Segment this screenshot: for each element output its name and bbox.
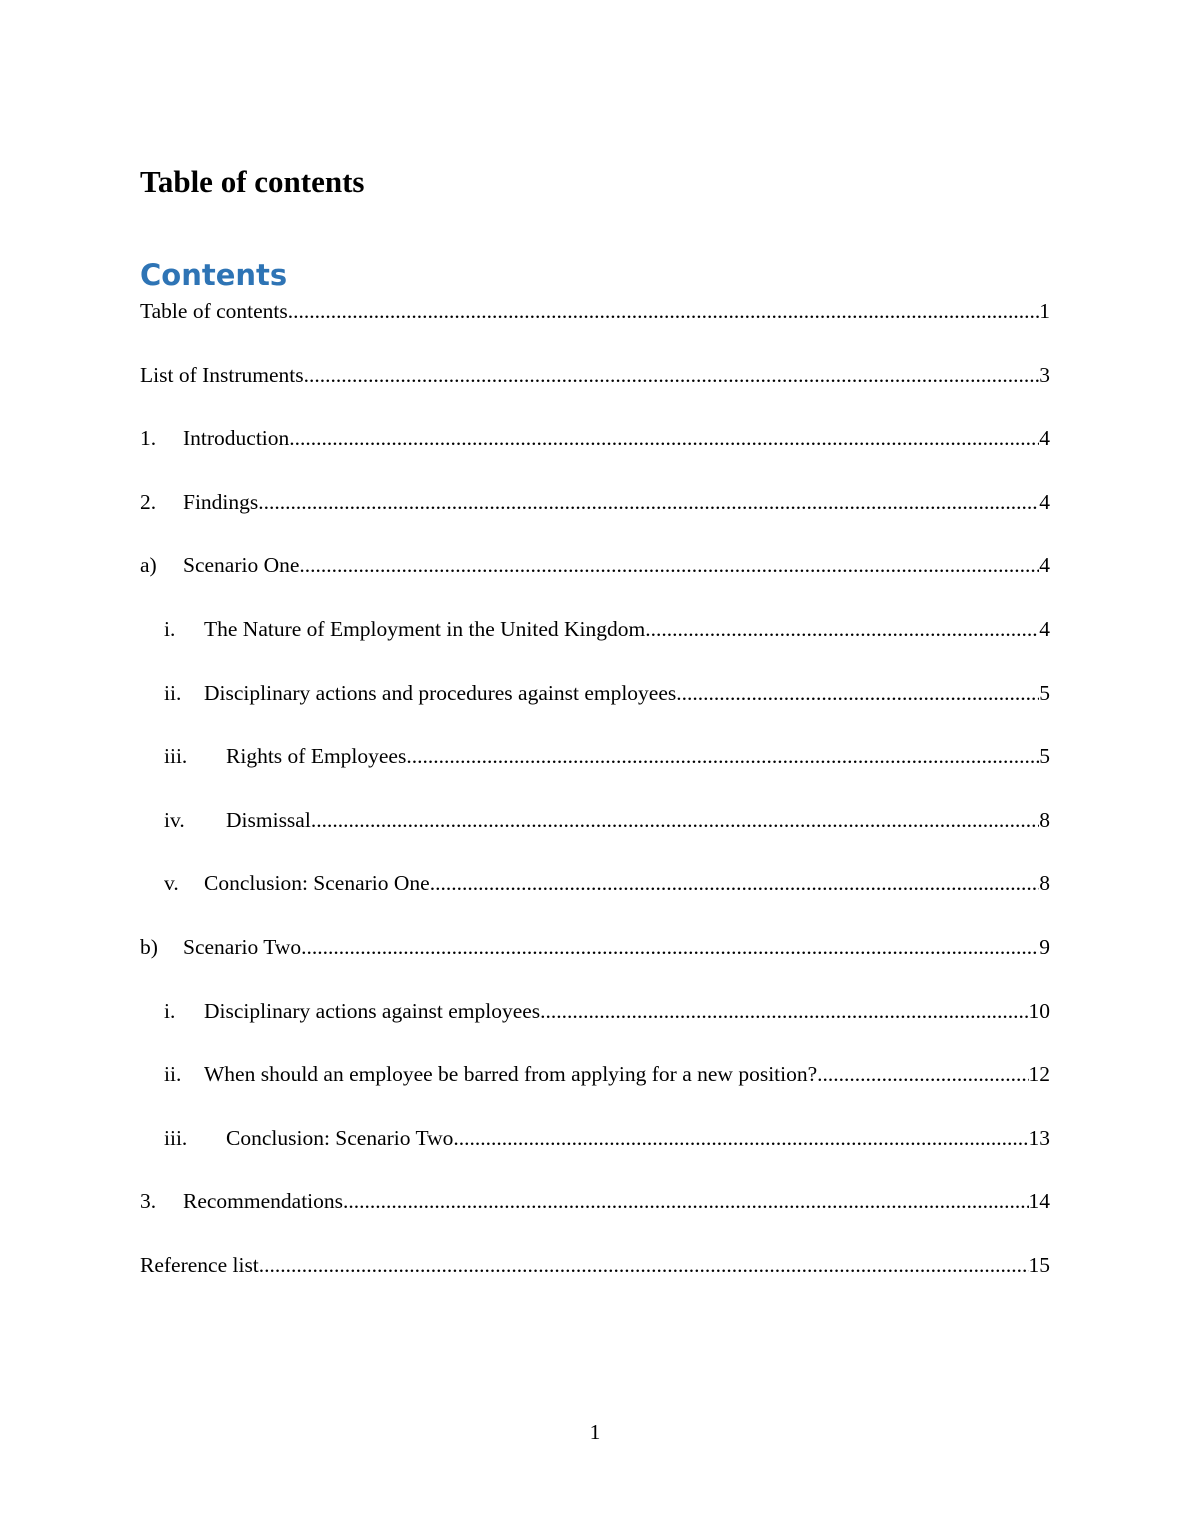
toc-entry-title[interactable]: Introduction <box>183 426 290 451</box>
toc-entry-number: b) <box>140 934 158 959</box>
toc-entry[interactable] <box>140 1122 1050 1186</box>
toc-entry-title[interactable]: Conclusion: Scenario One <box>204 871 430 896</box>
table-of-contents <box>140 295 1050 1313</box>
toc-entry-title[interactable]: When should an employee be barred from applying for a new position? <box>204 1062 818 1087</box>
page-number: 1 <box>589 1420 601 1444</box>
toc-entry[interactable] <box>140 867 1050 931</box>
toc-entry-row <box>140 549 1050 581</box>
toc-entry-title[interactable]: Dismissal <box>226 807 311 832</box>
toc-entry-row <box>140 359 1050 391</box>
toc-entry-number: 3. <box>140 1189 157 1214</box>
toc-entry-number: iii. <box>164 744 188 769</box>
toc-entry[interactable] <box>140 613 1050 677</box>
toc-entry-page[interactable]: 4 <box>1039 426 1050 451</box>
toc-entry-row <box>140 867 1050 899</box>
toc-entry-title[interactable]: Reference list <box>140 1252 259 1277</box>
contents-heading: Contents <box>140 258 288 292</box>
toc-entry-number: ii. <box>164 680 182 705</box>
toc-dot-leader <box>645 613 1039 645</box>
toc-entry-title[interactable]: Scenario Two <box>183 934 302 959</box>
toc-entry-row <box>140 1058 1050 1090</box>
toc-entry-number: iv. <box>164 807 185 832</box>
toc-dot-leader <box>453 1122 1028 1154</box>
toc-entry-row <box>140 931 1050 963</box>
toc-entry-number: i. <box>164 998 176 1023</box>
toc-entry-page[interactable]: 4 <box>1039 489 1050 514</box>
toc-entry-page[interactable]: 4 <box>1039 553 1050 578</box>
toc-entry-page[interactable]: 5 <box>1039 744 1050 769</box>
toc-dot-leader <box>540 995 1028 1027</box>
toc-entry-page[interactable]: 3 <box>1039 362 1050 387</box>
toc-entry[interactable] <box>140 677 1050 741</box>
toc-entry[interactable] <box>140 359 1050 423</box>
toc-dot-leader <box>301 931 1039 963</box>
toc-dot-leader <box>311 804 1039 836</box>
toc-entry-row <box>140 486 1050 518</box>
toc-entry-page[interactable]: 15 <box>1028 1252 1050 1277</box>
toc-dot-leader <box>676 677 1039 709</box>
toc-entry-row <box>140 995 1050 1027</box>
toc-entry-row <box>140 740 1050 772</box>
toc-entry-row <box>140 677 1050 709</box>
toc-entry-number: i. <box>164 616 176 641</box>
toc-entry[interactable] <box>140 486 1050 550</box>
toc-entry[interactable] <box>140 740 1050 804</box>
toc-entry-row <box>140 295 1050 327</box>
toc-entry-title[interactable]: Recommendations <box>183 1189 344 1214</box>
toc-entry-title[interactable]: Disciplinary actions and procedures against employees <box>204 680 677 705</box>
toc-dot-leader <box>304 359 1040 391</box>
toc-entry[interactable] <box>140 1058 1050 1122</box>
toc-entry-title[interactable]: Rights of Employees <box>226 744 407 769</box>
toc-entry[interactable] <box>140 1185 1050 1249</box>
toc-entry-number: a) <box>140 553 157 578</box>
toc-entry-page[interactable]: 5 <box>1039 680 1050 705</box>
toc-entry-page[interactable]: 12 <box>1028 1062 1050 1087</box>
toc-entry-number: 2. <box>140 489 157 514</box>
toc-entry-title[interactable]: List of Instruments <box>140 362 304 387</box>
toc-entry[interactable] <box>140 995 1050 1059</box>
toc-dot-leader <box>817 1058 1028 1090</box>
toc-entry-row <box>140 1185 1050 1217</box>
toc-entry-row <box>140 1122 1050 1154</box>
toc-dot-leader <box>289 422 1039 454</box>
toc-entry[interactable] <box>140 295 1050 359</box>
toc-entry-page[interactable]: 8 <box>1039 871 1050 896</box>
toc-dot-leader <box>258 486 1039 518</box>
toc-entry-title[interactable]: Disciplinary actions against employees <box>204 998 541 1023</box>
toc-entry-title[interactable]: The Nature of Employment in the United Kingdom <box>204 616 646 641</box>
toc-entry-number: iii. <box>164 1125 188 1150</box>
toc-entry-number: ii. <box>164 1062 182 1087</box>
toc-entry-row <box>140 613 1050 645</box>
toc-entry[interactable] <box>140 549 1050 613</box>
toc-dot-leader <box>343 1185 1028 1217</box>
toc-dot-leader <box>288 295 1040 327</box>
toc-entry[interactable] <box>140 422 1050 486</box>
toc-entry-page[interactable]: 4 <box>1039 616 1050 641</box>
toc-dot-leader <box>299 549 1039 581</box>
toc-entry[interactable] <box>140 931 1050 995</box>
toc-entry-row <box>140 1249 1050 1281</box>
toc-entry-title[interactable]: Conclusion: Scenario Two <box>226 1125 454 1150</box>
toc-entry[interactable] <box>140 804 1050 868</box>
toc-entry-row <box>140 422 1050 454</box>
toc-entry-row <box>140 804 1050 836</box>
toc-dot-leader <box>259 1249 1029 1281</box>
toc-entry-title[interactable]: Table of contents <box>140 299 288 323</box>
toc-entry-page[interactable]: 10 <box>1028 998 1050 1023</box>
toc-entry-page[interactable]: 9 <box>1039 934 1050 959</box>
toc-dot-leader <box>406 740 1039 772</box>
toc-entry-title[interactable]: Findings <box>183 489 259 514</box>
page-title: Table of contents <box>140 164 365 199</box>
toc-entry-page[interactable]: 8 <box>1039 807 1050 832</box>
toc-entry-page[interactable]: 1 <box>1039 299 1050 323</box>
toc-entry-page[interactable]: 13 <box>1028 1125 1050 1150</box>
toc-entry-number: 1. <box>140 426 157 451</box>
toc-entry-page[interactable]: 14 <box>1028 1189 1050 1214</box>
toc-entry-number: v. <box>164 871 179 896</box>
toc-entry[interactable] <box>140 1249 1050 1313</box>
toc-dot-leader <box>430 867 1040 899</box>
toc-entry-title[interactable]: Scenario One <box>183 553 300 578</box>
